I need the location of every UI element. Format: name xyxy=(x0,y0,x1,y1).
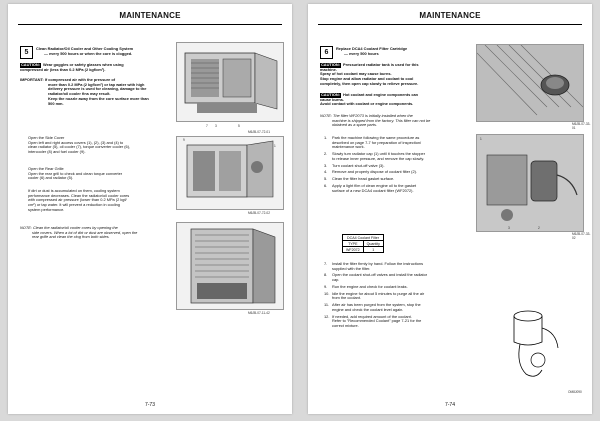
left-important-line-5: Keep the nozzle away from the core surface more than xyxy=(48,95,149,101)
step-11 xyxy=(324,303,474,312)
left-note-line-2: side covers. When a lot of dirt or dust are observed, open the xyxy=(32,229,138,235)
rear-grille-block xyxy=(28,167,168,181)
right-caution-1-line-1: Pressurized radiator tank is used for this xyxy=(343,62,419,67)
dirt-note-line-3: with compressed air pressure (lower than 0.2 MPa (2 kgf/ xyxy=(28,197,127,203)
fig3-label: M6JB-07-11-42 xyxy=(248,311,270,315)
left-header xyxy=(18,10,282,25)
step-6-line-2: surface of a new DCA4 coolant filter (WF2072). xyxy=(332,187,414,193)
right-fig2-label: M6JB-07-33-02 xyxy=(572,232,591,240)
step-6-number: 6. xyxy=(324,183,328,189)
right-caution-2-tag: CAUTION: xyxy=(321,92,341,97)
step-1 xyxy=(324,136,474,150)
left-important-line-4: radiator/oil cooler fins may result. xyxy=(48,91,111,97)
rear-grille-heading: Open the Rear Grille xyxy=(28,166,64,171)
radiator-access-figure xyxy=(176,42,284,122)
right-fig3-label: OM8J090 xyxy=(568,390,582,394)
right-caution-2-line-3: Avoid contact with coolant or engine components. xyxy=(320,101,414,107)
dirt-note-block xyxy=(28,189,170,213)
dirt-note-line-4: cm²) or tap water. It will prevent a reduction in cooling xyxy=(28,202,120,208)
step-11-line-2: engine and check the coolant level again. xyxy=(332,306,404,312)
step-5 xyxy=(324,177,474,182)
left-note-line-1: Clean the radiator/oil cooler cores by opening the xyxy=(32,225,118,230)
step-4-line-1: Remove and properly dispose of coolant filter (2). xyxy=(332,169,417,175)
right-caution-2-line-2: cause burns. xyxy=(320,96,345,102)
step-6 xyxy=(324,184,474,193)
left-caution xyxy=(20,63,168,72)
step-4-number: 4. xyxy=(324,169,328,175)
fig1-callout-5: 5 xyxy=(238,124,240,128)
side-cover-line-3: intercooler (8) and fuel cooler (9). xyxy=(28,149,86,155)
right-header-title: MAINTENANCE xyxy=(419,11,481,20)
right-caution-1-line-5: completely, then open cap slowly to relieve pressure. xyxy=(320,80,419,86)
filter-table-type-value: WF2072 xyxy=(343,247,364,253)
right-header xyxy=(318,10,582,25)
step-5-line-1: Clean the filter head gasket surface. xyxy=(332,176,395,182)
left-header-title: MAINTENANCE xyxy=(119,11,181,20)
left-important-line-3: delivery pressure is used for cleaning, damage to the xyxy=(48,86,147,92)
coolant-filter-table xyxy=(342,234,384,253)
left-important-tag: IMPORTANT: xyxy=(20,77,44,82)
filter-table-quantity-value: 1 xyxy=(363,247,383,253)
right-fig1-label: M6JB-07-33-01 xyxy=(572,122,591,130)
side-cover-figure xyxy=(176,136,284,210)
rear-grille-line-2: cooler (6) and radiator (5). xyxy=(28,175,74,181)
right-page xyxy=(308,4,592,414)
step-1-line-3: maintenance work. xyxy=(332,144,365,150)
step-7-line-1: Install the filter firmly by hand. Follow the instructions xyxy=(332,261,424,266)
left-caution-tag: CAUTION: xyxy=(21,62,41,67)
step-8-number: 8. xyxy=(324,272,328,278)
left-important xyxy=(20,78,170,106)
side-cover-line-1: Open left and right access covers (1), (2), (3) and (4) to xyxy=(28,139,124,145)
step-3-line-1: Turn coolant shut-off valve (3). xyxy=(332,162,385,168)
step-1-number: 1. xyxy=(324,135,328,140)
dirt-note-line-1: If dirt or dust is accumulated on them, cooling system xyxy=(28,188,120,193)
replace-steps-list-2 xyxy=(324,262,474,331)
fig2-callout-1: 1 xyxy=(274,144,276,148)
step-5-number: 5. xyxy=(324,176,328,182)
step-9-number: 9. xyxy=(324,283,328,289)
coolant-filter-figure xyxy=(476,134,584,232)
filter-table-col-quantity: Quantity xyxy=(363,241,383,247)
left-section-number: 5 xyxy=(20,46,33,59)
step-2-number: 2. xyxy=(324,151,328,157)
right-callout-2: 2 xyxy=(538,226,540,230)
dirt-note-line-5: system performance. xyxy=(28,206,65,212)
step-9-line-1: Run the engine and check for coolant leaks. xyxy=(332,283,408,289)
right-caution-2-line-1: Hot coolant and engine components can xyxy=(343,92,419,97)
right-caution-2 xyxy=(320,93,470,107)
step-12-line-1: If needed, add required amount of the coolant. xyxy=(332,313,412,319)
right-caution-1 xyxy=(320,63,470,87)
step-2 xyxy=(324,152,474,161)
step-3-number: 3. xyxy=(324,162,328,168)
dirt-note-line-2: performance decreases. Clean the radiator/oil cooler cores xyxy=(28,192,130,198)
right-section-title: Replace DCA4 Coolant Filter Cartridge xyxy=(336,46,408,51)
left-caution-text-1: Wear goggles or safety glasses when using xyxy=(43,62,124,67)
step-11-line-1: After air has been purged from the system, stop the xyxy=(332,302,421,308)
step-3 xyxy=(324,164,474,169)
right-callout-3: 3 xyxy=(508,226,510,230)
step-8-line-1: Open the coolant shut-off valves and install the radiator xyxy=(332,272,428,278)
right-caution-1-tag: CAUTION: xyxy=(321,62,341,67)
fig1-label: M6JB-07-72-01 xyxy=(248,130,270,134)
left-important-line-2: more than 0.2 MPa (2 kgf/cm²) or tap water with high xyxy=(48,81,145,87)
right-note-line-1: The filter WF2073 is initially installed when the xyxy=(332,113,413,118)
right-section-subtitle: — every 500 hours xyxy=(344,51,379,56)
step-12 xyxy=(324,315,474,329)
right-caution-1-line-3: Spray of hot coolant may cause burns. xyxy=(320,71,392,77)
left-section-title: Clean Radiator/Oil Cooler and Other Cooling System xyxy=(36,46,134,51)
side-cover-heading: Open the Side Cover xyxy=(28,135,65,140)
step-2-line-1: Slowly turn radiator cap (1) until it touches the stopper xyxy=(332,151,425,157)
step-6-line-1: Apply a light film of clean engine oil to the gasket xyxy=(332,183,417,189)
step-12-line-3: correct mixture. xyxy=(332,323,359,329)
right-page-number: 7-74 xyxy=(444,402,455,408)
step-4 xyxy=(324,170,474,175)
left-caution-text-2: compressed air (less than 0.2 MPa (2 kgf/cm²). xyxy=(20,66,106,72)
step-10-line-1: Idle the engine for about 5 minutes to purge all the air xyxy=(332,290,425,296)
step-7 xyxy=(324,262,474,271)
left-page xyxy=(8,4,292,414)
right-caution-1-line-4: Stop engine and allow radiator and coolant to cool xyxy=(320,76,414,82)
left-note-tag: NOTE: xyxy=(20,225,32,230)
step-8-line-2: cap. xyxy=(332,277,340,283)
right-note-line-2: machine is shipped from the factory. This filter can not be xyxy=(332,117,431,123)
step-9 xyxy=(324,285,474,290)
side-cover-block xyxy=(28,136,168,155)
left-important-line-1: If compressed air with the pressure of xyxy=(44,77,116,82)
replace-steps-list xyxy=(324,136,474,196)
right-section-number: 6 xyxy=(320,46,333,59)
step-12-number: 12. xyxy=(324,313,330,319)
left-note-block xyxy=(20,226,170,240)
radiator-cap-figure xyxy=(476,44,584,122)
side-cover-line-2: clean radiator (5), oil cooler (7), torque converter cooler (6), xyxy=(28,144,131,150)
step-1-line-2: described on page 7-7 for preparation of inspection/ xyxy=(332,139,422,145)
fig2-label: M6JB-07-72-02 xyxy=(248,211,270,215)
filter-table-col-type: TYPE xyxy=(343,241,364,247)
right-note-line-3: obtained as a spare parts. xyxy=(332,122,377,128)
step-2-line-2: to release inner pressure, and remove the cap slowly. xyxy=(332,155,425,161)
step-1-line-1: Park the machine following the same procedure as xyxy=(332,135,420,140)
step-7-number: 7. xyxy=(324,261,328,266)
right-note-tag: NOTE: xyxy=(320,113,332,118)
fig1-callout-3: 3 xyxy=(215,124,217,128)
fig2-callout-9: 9 xyxy=(183,138,185,142)
step-11-number: 11. xyxy=(324,302,330,308)
right-callout-1: 1 xyxy=(480,137,482,141)
filter-installation-figure xyxy=(498,304,578,384)
left-note-line-3: rear grille and clean the clog from both sides. xyxy=(32,234,110,240)
filter-table-title: DCA4 Coolant Filter xyxy=(343,235,384,241)
right-caution-1-line-2: machine. xyxy=(320,66,337,72)
rear-grille-figure xyxy=(176,222,284,310)
rear-grille-line-1: Open the rear grill to check and clean torque converter xyxy=(28,170,123,176)
fig1-callout-7: 7 xyxy=(206,124,208,128)
right-note-block xyxy=(320,114,470,128)
step-10-line-2: from the coolant. xyxy=(332,295,361,301)
left-page-number: 7-73 xyxy=(144,402,155,408)
step-12-line-2: Refer to "Recommended Coolant" page 7-21 for the xyxy=(332,318,422,324)
step-10-number: 10. xyxy=(324,290,330,296)
step-7-line-2: supplied with the filter. xyxy=(332,265,371,271)
left-section-subtitle: — every 500 hours or when the core is clogged. xyxy=(44,51,133,56)
step-8 xyxy=(324,273,474,282)
left-important-line-6: 500 mm. xyxy=(48,100,64,106)
step-10 xyxy=(324,292,474,301)
